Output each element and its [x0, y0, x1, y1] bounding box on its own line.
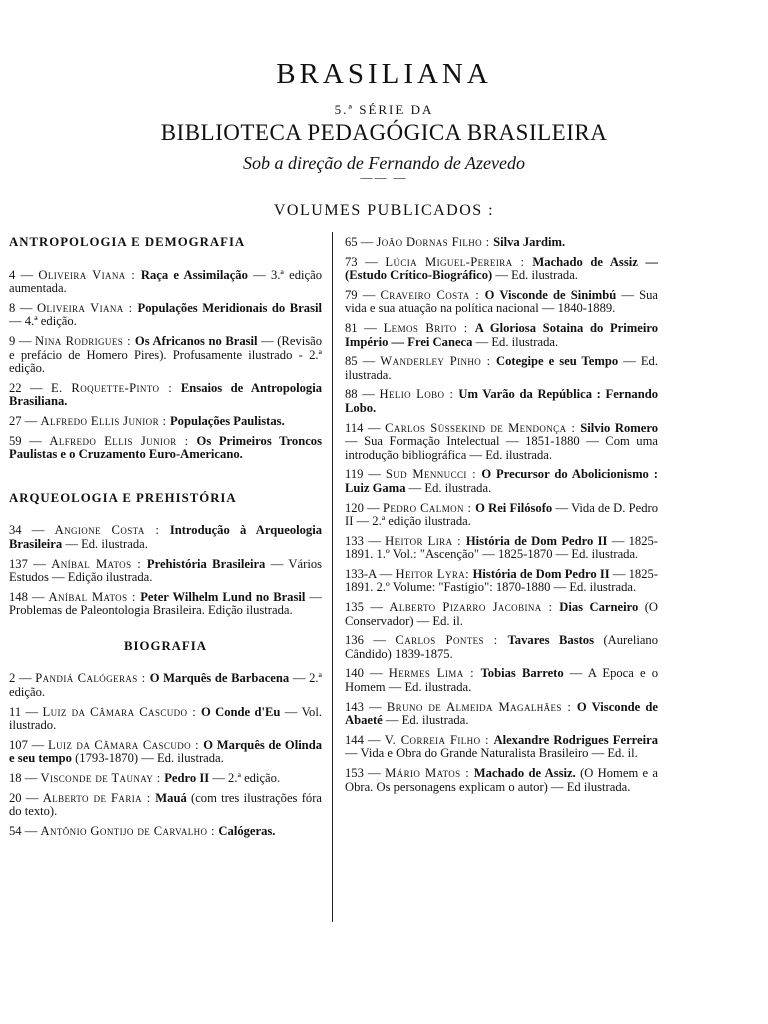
entry-number: 153 — [345, 766, 386, 780]
list-item [9, 524, 322, 551]
arqueologia-list [9, 524, 322, 618]
entry-number: 22 — [9, 380, 51, 395]
entry-number: 4 — [9, 267, 39, 282]
entry-details: — Vida de D. Pedro II — 2.ª edição ilustrada. [345, 500, 659, 529]
entry-title: Peter Wilhelm Lund no Brasil [140, 589, 306, 604]
entry-details: — 1825-1891. 1.º Vol.: "Ascenção" — 1825-1870 — Ed. ilustrada. [345, 533, 659, 562]
entry-title: Silvio Romero [580, 420, 658, 435]
list-item [9, 739, 322, 766]
entry-author: Helio Lobo : [379, 387, 459, 402]
entry-number: 73 — [345, 254, 386, 269]
entry-author: Antônio Gontijo de Carvalho : [40, 823, 219, 838]
list-item [9, 792, 322, 819]
entry-number: 9 — [9, 333, 35, 348]
entry-title: Populações Meridionais do Brasil [137, 300, 322, 315]
entry-title: Alexandre Rodrigues Ferreira [493, 732, 658, 747]
entry-number: 8 — [9, 300, 38, 315]
entry-title: História de Dom Pedro II [472, 566, 610, 581]
entry-author: Alfredo Ellis Junior : [49, 433, 197, 448]
entry-author: Luiz da Câmara Cascudo : [42, 704, 201, 719]
entry-author: Oliveira Viana : [38, 267, 141, 282]
entry-author: Hermes Lima : [388, 666, 481, 681]
list-item [9, 435, 322, 462]
entry-author: Pedro Calmon : [382, 500, 476, 515]
entry-number: 81 — [345, 320, 384, 335]
entry-details: — (Revisão e prefácio de Homero Pires). Profusamente ilustrado - 2.ª edição. [9, 333, 322, 376]
entry-author: Lemos Brito : [383, 320, 475, 335]
entry-author: Luiz da Câmara Cascudo : [47, 737, 204, 752]
list-item [345, 535, 658, 562]
entry-title: O Marquês de Barbacena [149, 671, 290, 686]
entry-details: (1793-1870) — Ed. ilustrada. [71, 751, 224, 766]
entry-details: — Vida e Obra do Grande Naturalista Brasileiro — Ed. il. [345, 746, 638, 761]
list-item [9, 772, 322, 786]
list-item [9, 825, 322, 839]
entry-title: Populações Paulistas. [169, 413, 285, 428]
entry-author: João Dornas Filho : [376, 235, 494, 249]
entry-details: — Sua vida e sua atuação na política nacional — 1840-1889. [345, 287, 659, 316]
entry-author: Nina Rodrigues : [34, 333, 135, 348]
entry-details: — 4.ª edição. [9, 314, 77, 329]
entry-author: Heitor Lyra: [395, 566, 473, 581]
list-item [345, 667, 658, 694]
entry-details: — Ed. ilustrada. [492, 268, 578, 283]
entry-number: 88 — [345, 387, 380, 402]
entry-number: 54 — [9, 823, 41, 838]
section-heading-antropologia: ANTROPOLOGIA E DEMOGRAFIA [9, 235, 246, 249]
entry-details: — Vol. ilustrado. [9, 704, 322, 733]
list-item [345, 256, 658, 283]
list-item [345, 701, 658, 728]
entry-title: Calógeras. [218, 823, 276, 838]
entry-author: Visconde de Taunay : [40, 771, 165, 786]
section-heading-arqueologia: ARQUEOLOGIA E PREHISTÓRIA [9, 490, 237, 505]
entry-number: 119 — [345, 467, 386, 482]
entry-details: — A Epoca e o Homem — Ed. ilustrada. [345, 666, 658, 695]
left-column [9, 236, 322, 844]
list-item [345, 601, 658, 628]
list-item [345, 236, 658, 250]
entry-number: 144 — [345, 732, 385, 747]
list-item [345, 568, 658, 595]
entry-author: Mário Matos : [385, 766, 474, 780]
entry-title: O Marquês de Olinda e seu tempo [9, 737, 322, 766]
collection-title: BIBLIOTECA PEDAGÓGICA BRASILEIRA [160, 120, 608, 145]
entry-number: 34 — [9, 523, 55, 538]
entry-number: 59 — [9, 433, 50, 448]
entry-number: 27 — [9, 413, 41, 428]
entry-title: Tobias Barreto [480, 666, 564, 681]
entry-number: 79 — [345, 287, 381, 302]
entry-number: 65 — [345, 235, 377, 249]
entry-details: (com tres ilustrações fóra do texto). [9, 790, 322, 819]
volumes-heading: VOLUMES PUBLICADOS : [273, 202, 495, 219]
entry-details: (O Homem e a Obra. Os personagens explicam o autor) — Ed ilustrada. [345, 766, 659, 794]
entry-title: Ensaios de Antropologia Brasiliana. [9, 380, 323, 409]
entry-title: Os Africanos no Brasil [134, 333, 258, 348]
antropologia-list [9, 269, 322, 462]
section-heading-biografia: BIOGRAFIA [124, 638, 207, 653]
entry-details: — Vários Estudos — Edição ilustrada. [9, 556, 323, 585]
entry-number: 148 — [9, 589, 49, 604]
list-item [9, 269, 322, 296]
entry-author: Bruno de Almeida Magalhães : [386, 699, 577, 714]
entry-author: Alberto de Faria : [42, 790, 156, 805]
entry-details: — 3.ª edição aumentada. [9, 267, 322, 296]
entry-details: (Aureliano Cândido) 1839-1875. [345, 633, 659, 661]
entry-title: História de Dom Pedro II [465, 533, 608, 548]
entry-author: Sud Mennucci : [385, 467, 482, 482]
entry-number: 2 — [9, 671, 36, 686]
list-item [345, 767, 658, 794]
list-item [9, 415, 322, 429]
entry-details: (O Conservador) — Ed. il. [345, 600, 659, 628]
entry-number: 133-A — [345, 566, 396, 581]
entry-title: O Visconde de Abaeté [345, 699, 658, 728]
entry-author: Alfredo Ellis Junior : [40, 413, 170, 428]
biografia-continued-list [345, 236, 658, 794]
entry-number: 114 — [345, 420, 386, 435]
entry-number: 120 — [345, 500, 383, 515]
entry-author: V. Correia Filho : [384, 732, 494, 747]
page-title: BRASILIANA [276, 58, 492, 90]
list-item [9, 382, 322, 409]
list-item [9, 302, 322, 329]
entry-author: Oliveira Viana : [37, 300, 138, 315]
list-item [345, 734, 658, 761]
entry-title: Mauá [155, 790, 187, 805]
list-item [9, 591, 322, 618]
entry-author: Alberto Pizarro Jacobina : [389, 600, 560, 615]
entry-title: Prehistória Brasileira [146, 556, 266, 571]
entry-details: — 2.ª edição. [9, 671, 323, 700]
entry-number: 135 — [345, 600, 390, 615]
list-item [345, 502, 658, 529]
entry-number: 107 — [9, 737, 48, 752]
entry-author: Wanderley Pinho : [380, 354, 496, 369]
entry-title: Pedro II [164, 771, 210, 786]
right-column [345, 236, 658, 800]
list-item [345, 634, 658, 661]
entry-details: — 1825-1891. 2.º Volume: "Fastigio": 1870-1880 — Ed. ilustrada. [345, 566, 659, 595]
entry-title: O Conde d'Eu [200, 704, 281, 719]
entry-details: — Ed. ilustrada. [62, 536, 148, 551]
entry-details: — Ed. ilustrada. [382, 713, 469, 728]
entry-author: Angione Costa : [54, 523, 170, 538]
entry-details: — Problemas de Paleontologia Brasileira. Edição ilustrada. [9, 589, 322, 618]
entry-details: — Ed. ilustrada. [345, 354, 659, 382]
list-item [345, 355, 658, 382]
entry-author: Craveiro Costa : [380, 287, 485, 302]
series-label: 5.ª SÉRIE DA [334, 102, 434, 117]
entry-author: Pandiá Calógeras : [35, 671, 150, 686]
list-item [9, 558, 322, 585]
entry-author: Carlos Pontes : [395, 633, 508, 648]
list-item [9, 335, 322, 376]
biografia-list [9, 672, 322, 838]
editor-line: Sob a direção de Fernando de Azevedo [243, 153, 525, 173]
entry-title: Machado de Assiz. [473, 766, 576, 780]
entry-number: 133 — [345, 533, 386, 548]
entry-title: O Rei Filósofo [475, 500, 553, 515]
entry-number: 140 — [345, 666, 389, 681]
entry-details: — Ed. ilustrada. [472, 334, 559, 349]
list-item [9, 706, 322, 733]
entry-title: A Gloriosa Sotaina do Primeiro Império — Frei Caneca [345, 320, 658, 349]
entry-title: O Visconde de Sinimbú [484, 287, 617, 302]
entry-author: Lúcia Miguel-Pereira : [385, 254, 533, 269]
entry-title: Tavares Bastos [507, 633, 594, 648]
entry-author: Heitor Lira : [385, 533, 466, 548]
entry-number: 137 — [9, 556, 52, 571]
entry-author: Carlos Süssekind de Mendonça : [385, 420, 581, 435]
entry-title: Silva Jardim. [493, 235, 566, 249]
entry-author: Aníbal Matos : [48, 589, 141, 604]
list-item [345, 322, 658, 349]
entry-title: O Precursor do Abolicionismo : Luiz Gama [345, 467, 658, 495]
entry-title: Cotegipe e seu Tempo [496, 354, 619, 369]
entry-number: 85 — [345, 354, 381, 369]
list-item [345, 422, 658, 463]
entry-number: 136 — [345, 633, 396, 648]
entry-details: — Sua Formação Intelectual — 1851-1880 — Com uma introdução bibliográfica — Ed. ilustrada. [345, 434, 658, 462]
entry-details: — 2.ª edição. [209, 771, 281, 786]
entry-number: 20 — [9, 790, 43, 805]
entry-title: Um Varão da República : Fernando Lobo. [345, 387, 658, 415]
entry-title: Introdução à Arqueologia Brasileira [9, 523, 323, 551]
entry-title: Raça e Assimilação [140, 267, 248, 282]
list-item [345, 468, 658, 495]
entry-title: Os Primeiros Troncos Paulistas e o Cruzamento Euro-Americano. [9, 433, 323, 462]
entry-author: Aníbal Matos : [51, 556, 147, 571]
column-divider [332, 232, 333, 922]
list-item [345, 388, 658, 415]
entry-number: 18 — [9, 771, 41, 786]
entry-number: 143 — [345, 699, 387, 714]
list-item [9, 672, 322, 699]
list-item [345, 289, 658, 316]
entry-title: Machado de Assiz — (Estudo Crítico-Biográfico) [345, 254, 658, 283]
entry-title: Dias Carneiro [559, 600, 639, 615]
ornament-dash: —— — [360, 170, 408, 184]
entry-details: — Ed. ilustrada. [405, 480, 492, 495]
entry-author: E. Roquette-Pinto : [50, 380, 181, 395]
entry-number: 11 — [9, 704, 43, 719]
